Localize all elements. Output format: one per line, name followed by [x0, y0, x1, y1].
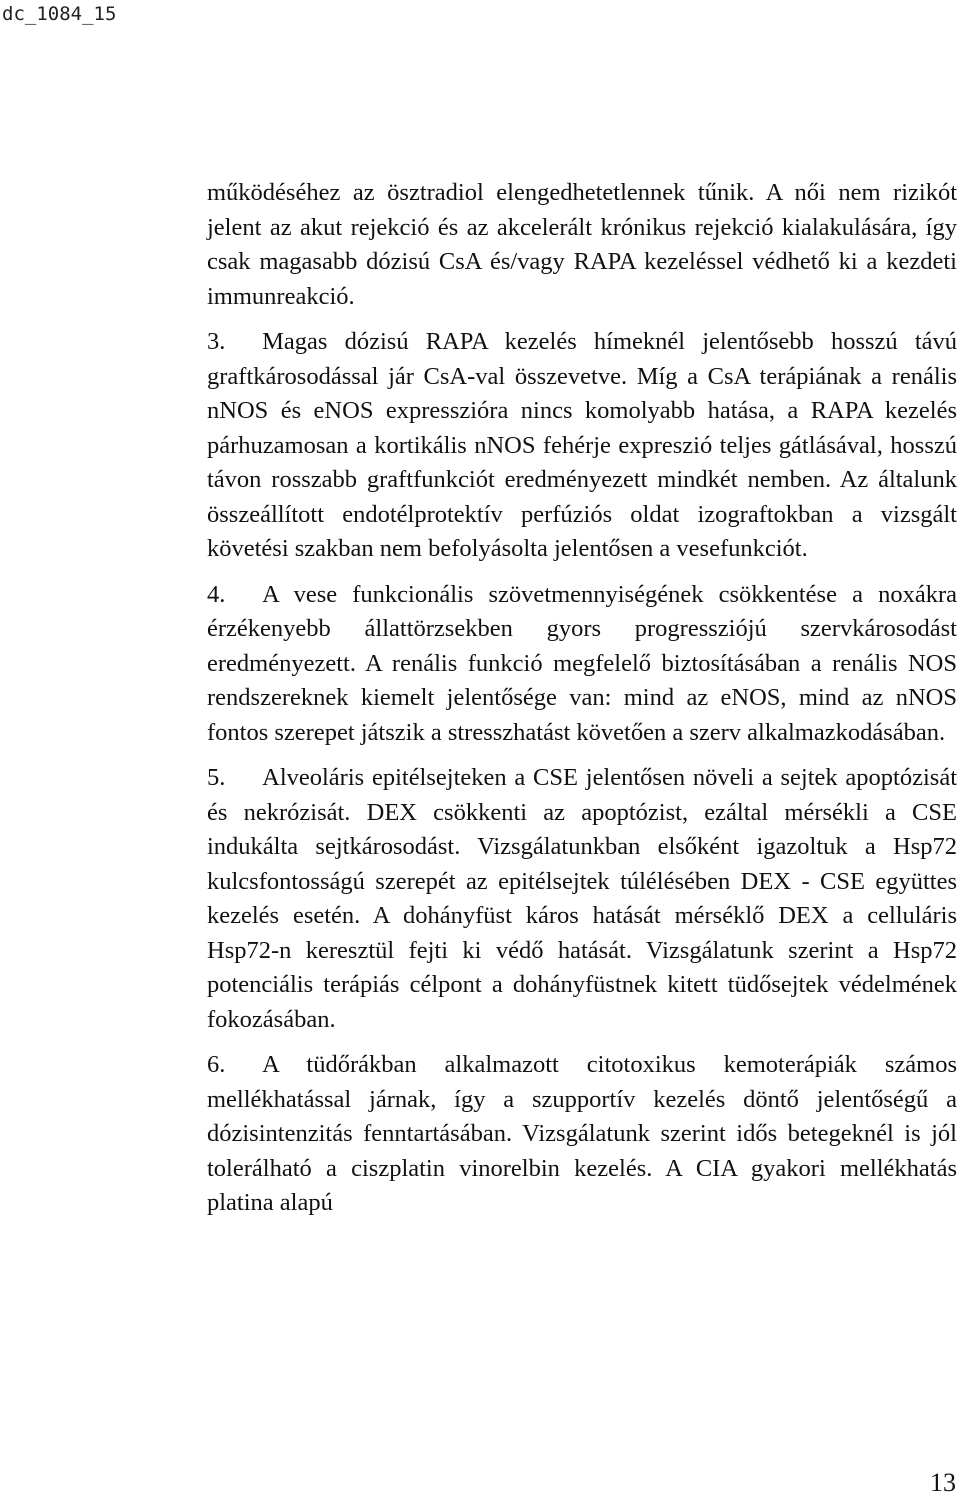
paragraph-item-4: 4. A vese funkcionális szövetmennyiségének csökkentése a noxákra érzékenyebb állattörzsekben gyors progressziójú szervkárosodást eredményezett. A renális funkció megfelelő biztosításában a renális NOS rendszereknek kiemelt jelentősége van: mind az eNOS, mind az nNOS fontos szerepet játszik a stresszhatást követően a szerv alkalmazkodásában. [207, 580, 957, 746]
paragraph-item-3: 3. Magas dózisú RAPA kezelés hímeknél jelentősebb hosszú távú graftkárosodással jár CsA-val összevetve. Míg a CsA terápiának a renális nNOS és eNOS expresszióra nincs komolyabb hatása, a RAPA kezelés párhuzamosan a kortikális nNOS fehérje expreszió teljes gátlásával, hosszú távon rosszabb graftfunkciót eredményezett mindkét nemben. Az általunk összeállított endotélprotektív perfúziós oldat izograftokban a vizsgált követési szakban nem befolyásolta jelentősen a vesefunkciót. [207, 328, 957, 562]
document-id: dc_1084_15 [2, 3, 117, 25]
paragraph-item-6: 6. A tüdőrákban alkalmazott citotoxikus kemoterápiák számos mellékhatással járnak, így a szupportív kezelés döntő jelentőségű a dózisintenzitás fenntartásában. Vizsgálatunk szerint idős betegeknél is jól tolerálható a ciszplatin vinorelbin kezelés. A CIA gyakori mellékhatás platina alapú [207, 1051, 957, 1216]
page-number: 13 [930, 1468, 956, 1497]
paragraph-continuation: működéséhez az ösztradiol elengedhetetlennek tűnik. A női nem rizikót jelent az akut rejekció és az akcelerált krónikus rejekció kialakulására, így csak magasabb dózisú CsA és/vagy RAPA kezeléssel védhető ki a kezdeti immunreakció. [207, 179, 957, 310]
body-text [207, 176, 957, 1221]
paragraph-item-5: 5. Alveoláris epitélsejteken a CSE jelentősen növeli a sejtek apoptózisát és nekrózisát. DEX csökkenti az apoptózist, ezáltal mérsékli a CSE indukálta sejtkárosodást. Vizsgálatunkban elsőként igazoltuk a Hsp72 kulcsfontosságú szerepét az epitélsejtek túlélésében DEX - CSE együttes kezelés esetén. A dohányfüst káros hatását mérséklő DEX a celluláris Hsp72-n keresztül fejti ki védő hatását. Vizsgálatunk szerint a Hsp72 potenciális terápiás célpont a dohányfüstnek kitett tüdősejtek védelmének fokozásában. [207, 764, 957, 1033]
